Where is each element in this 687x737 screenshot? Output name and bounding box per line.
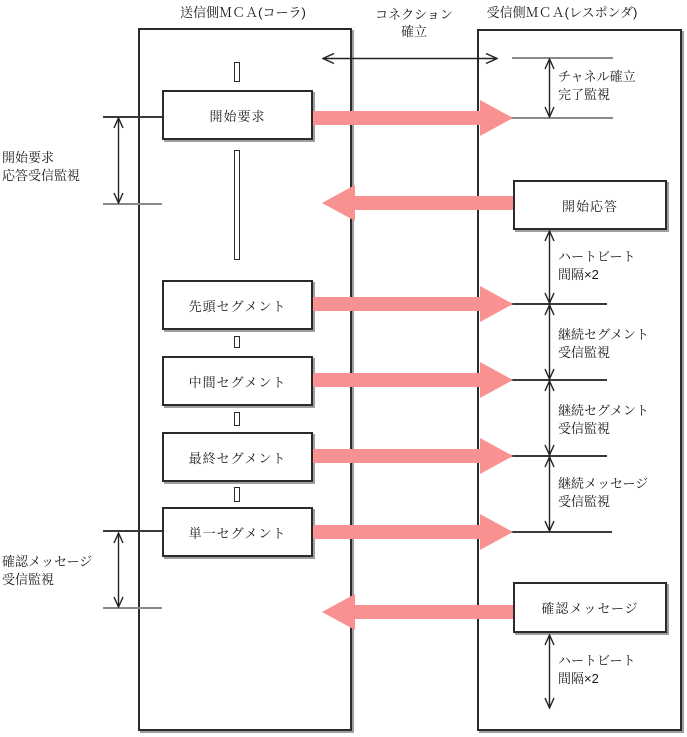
message-box-label: 単一セグメント — [188, 525, 287, 541]
timer-label-start-response-monitor: 開始要求 応答受信監視 — [2, 150, 81, 183]
connection-double-arrow — [322, 52, 498, 65]
dimension-arrow-heartbeat-bottom — [543, 634, 556, 709]
message-arrow-first-segment — [313, 286, 513, 322]
dimension-arrow-start-response-monitor — [112, 117, 125, 204]
connection-label-line2: 確立 — [400, 24, 427, 39]
connector-bar — [234, 336, 240, 348]
message-box-single-segment — [162, 507, 313, 557]
message-arrow-single-segment — [313, 514, 513, 550]
message-box-middle-segment — [162, 356, 313, 406]
measure-line — [512, 57, 613, 59]
connector-bar — [234, 412, 240, 426]
dimension-arrow-segment-monitor — [543, 380, 556, 456]
message-arrow-start-request — [313, 100, 513, 136]
message-box-label: 開始応答 — [561, 198, 618, 214]
timer-label-segment-monitor: 継続セグメント 受信監視 — [558, 327, 649, 360]
timer-label-segment-monitor: 継続セグメント 受信監視 — [558, 403, 649, 436]
timer-label-message-monitor: 継続メッセージ 受信監視 — [558, 476, 649, 509]
timer-label-confirm-monitor: 確認メッセージ 受信監視 — [2, 554, 93, 587]
message-box-label: 最終セグメント — [188, 450, 287, 466]
sender-column-title: 送信側ＭＣＡ(コーラ) — [180, 5, 306, 20]
dimension-arrow-channel-monitor — [543, 58, 556, 118]
dimension-arrow-segment-monitor — [543, 304, 556, 380]
message-box-start-response — [513, 180, 667, 230]
dimension-arrow-confirm-monitor — [112, 532, 125, 608]
timer-label-heartbeat-bottom: ハートビート 間隔×2 — [558, 653, 636, 686]
timer-label-channel-monitor: チャネル確立 完了監視 — [558, 69, 636, 102]
dimension-arrow-message-monitor — [543, 456, 556, 532]
message-arrow-confirm-message — [322, 594, 513, 630]
message-box-start-request — [162, 90, 313, 140]
connector-bar — [234, 150, 240, 260]
message-box-label: 確認メッセージ — [541, 601, 639, 616]
message-arrow-middle-segment — [313, 362, 513, 398]
connection-label-line1: コネクション — [375, 7, 453, 22]
message-box-label: 中間セグメント — [188, 374, 287, 390]
timer-label-heartbeat: ハートビート 間隔×2 — [558, 249, 636, 282]
receiver-column-title: 受信側ＭＣＡ(レスポンダ) — [486, 5, 638, 20]
measure-line — [510, 117, 613, 119]
message-box-last-segment — [162, 432, 313, 482]
message-box-label: 先頭セグメント — [188, 298, 287, 314]
connection-label — [364, 6, 464, 40]
measure-line — [510, 531, 612, 533]
message-box-confirm-message — [513, 582, 667, 633]
connector-bar — [234, 487, 240, 502]
dimension-arrow-heartbeat — [543, 230, 556, 304]
message-box-label: 開始要求 — [209, 108, 266, 124]
message-box-first-segment — [162, 280, 313, 330]
connector-bar — [234, 62, 240, 82]
message-arrow-last-segment — [313, 438, 513, 474]
message-arrow-start-response — [322, 185, 513, 221]
